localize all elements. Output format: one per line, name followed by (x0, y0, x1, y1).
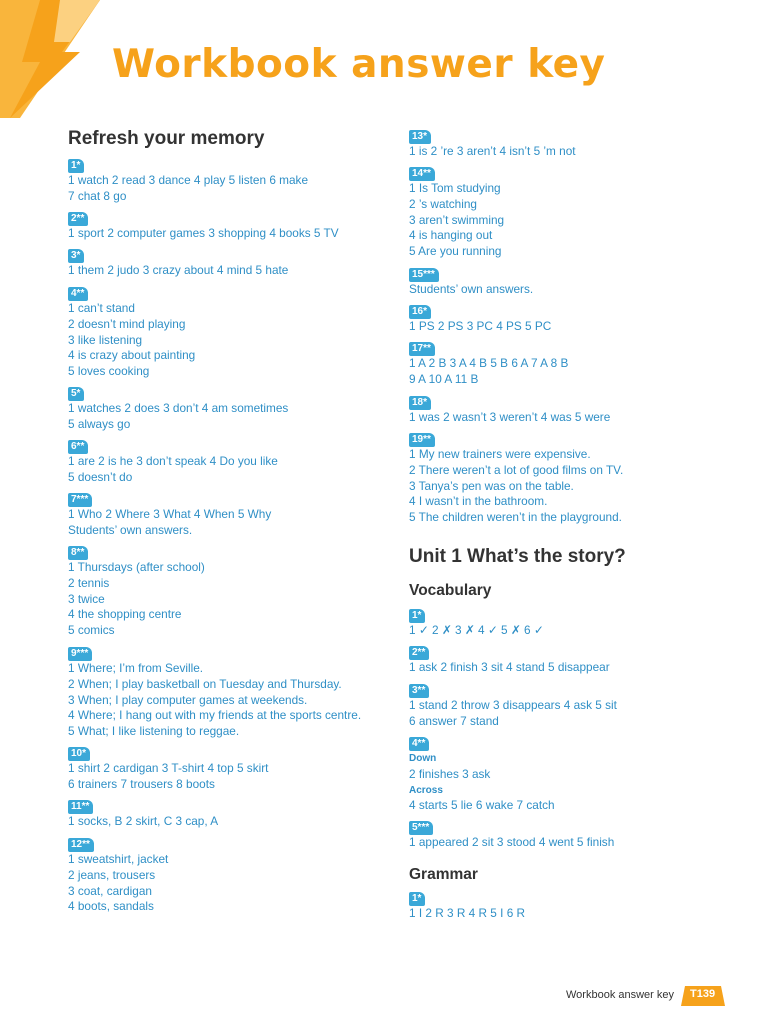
answer-block (409, 356, 568, 388)
answer-line: 7 chat 8 go (68, 188, 127, 203)
answer-line: 1 ask 2 finish 3 sit 4 stand 5 disappear (409, 660, 610, 674)
answer-block (409, 282, 533, 298)
answer-line: 5 always go (68, 416, 131, 431)
exercise-badge: 6** (68, 440, 88, 454)
answer-line: 4 the shopping centre (68, 607, 182, 622)
answer-block (409, 181, 504, 260)
exercise-badge: 18* (409, 396, 431, 410)
answer-block (68, 852, 168, 915)
answer-line: 1 PS 2 PS 3 PC 4 PS 5 PC (409, 319, 552, 333)
exercise-badge: 9*** (68, 647, 92, 661)
answer-block (68, 814, 218, 830)
answer-line: 1 Who 2 Where 3 What 4 When 5 Why (68, 507, 272, 521)
answer-line: 1 ✓ 2 ✗ 3 ✗ 4 ✓ 5 ✗ 6 ✓ (409, 623, 544, 637)
answer-line: 1 are 2 is he 3 don’t speak 4 Do you like (68, 454, 278, 468)
unit-heading: Unit 1 What’s the story? (409, 546, 626, 567)
answer-line: 2 finishes 3 ask (409, 766, 491, 781)
answer-line: 4 starts 5 lie 6 wake 7 catch (409, 798, 555, 813)
answer-block (409, 660, 610, 676)
answer-block (68, 263, 288, 279)
answer-line: 1 is 2 ’re 3 aren’t 4 isn’t 5 ’m not (409, 144, 576, 158)
exercise-badge: 5* (68, 387, 84, 401)
exercise-badge: 7*** (68, 493, 92, 507)
answer-line: Students’ own answers. (68, 522, 193, 537)
answer-line: 3 Tanya’s pen was on the table. (409, 478, 574, 493)
exercise-badge: 2** (68, 212, 88, 226)
answer-line: 2 When; I play basketball on Tuesday and Thursday. (68, 676, 342, 691)
exercise-badge: 12** (68, 838, 94, 852)
answer-line: 4 is hanging out (409, 228, 493, 243)
answer-block (409, 447, 623, 526)
answer-line: 1 Is Tom studying (409, 181, 501, 195)
exercise-badge: 5*** (409, 821, 433, 835)
answer-block (409, 410, 610, 426)
answer-block (409, 623, 544, 639)
answer-line: 5 doesn’t do (68, 469, 133, 484)
answer-line: 3 like listening (68, 332, 143, 347)
answer-line: 2 doesn’t mind playing (68, 316, 186, 331)
answer-line: 1 them 2 judo 3 crazy about 4 mind 5 hate (68, 263, 289, 277)
answer-line: 4 Where; I hang out with my friends at the sports centre. (68, 708, 362, 723)
exercise-badge: 15*** (409, 268, 439, 282)
answer-line: 2 ’s watching (409, 196, 477, 211)
answer-line: 1 My new trainers were expensive. (409, 447, 591, 461)
exercise-badge: 2** (409, 646, 429, 660)
answer-line: 1 watch 2 read 3 dance 4 play 5 listen 6 make (68, 173, 309, 187)
vocabulary-heading: Vocabulary (409, 582, 492, 599)
page-title: Workbook answer key (112, 42, 606, 87)
answer-line: 1 Where; I’m from Seville. (68, 661, 204, 675)
answer-line: 1 stand 2 throw 3 disappears 4 ask 5 sit (409, 698, 617, 712)
exercise-badge: 19** (409, 433, 435, 447)
answer-line: 5 The children weren’t in the playground. (409, 510, 622, 525)
answer-line: 3 coat, cardigan (68, 883, 152, 898)
answer-line: Students’ own answers. (409, 282, 534, 296)
answer-block (409, 319, 551, 335)
exercise-badge: 4** (68, 287, 88, 301)
lightning-bolt-corner (0, 0, 110, 140)
page-number: T139 (690, 988, 716, 1000)
answer-line: 2 jeans, trousers (68, 867, 156, 882)
exercise-badge: 1* (409, 892, 425, 906)
answer-block (68, 301, 195, 380)
answer-line: 3 When; I play computer games at weekends. (68, 692, 308, 707)
answer-line: 3 twice (68, 591, 105, 606)
exercise-badge: 13* (409, 130, 431, 144)
answer-line: 5 loves cooking (68, 364, 150, 379)
exercise-badge: 3** (409, 684, 429, 698)
answer-line: 1 watches 2 does 3 don’t 4 am sometimes (68, 401, 289, 415)
answer-line: 1 I 2 R 3 R 4 R 5 I 6 R (409, 906, 526, 920)
footer-label: Workbook answer key (566, 989, 675, 1001)
exercise-badge: 8** (68, 546, 88, 560)
answer-line: 2 tennis (68, 575, 110, 590)
answer-block (409, 835, 614, 851)
answer-block (409, 906, 525, 922)
answer-line: 3 aren’t swimming (409, 212, 505, 227)
answer-block (68, 661, 361, 740)
answer-line: 1 sweatshirt, jacket (68, 852, 169, 866)
exercise-badge: 11** (68, 800, 93, 814)
answer-block (68, 401, 288, 433)
exercise-badge: 17** (409, 342, 435, 356)
answer-line: 6 answer 7 stand (409, 713, 499, 728)
answer-line: 4 boots, sandals (68, 899, 154, 914)
answer-line: 5 Are you running (409, 244, 502, 259)
crossword-down-label: Down (409, 753, 437, 764)
exercise-badge: 10* (68, 747, 90, 761)
answer-line: 1 was 2 wasn’t 3 weren’t 4 was 5 were (409, 410, 611, 424)
answer-block (68, 173, 308, 205)
answer-line: 2 There weren’t a lot of good films on TV. (409, 462, 624, 477)
answer-line: 1 Thursdays (after school) (68, 560, 205, 574)
answer-line: 1 can’t stand (68, 301, 135, 315)
answer-line: 1 socks, B 2 skirt, C 3 cap, A (68, 814, 219, 828)
answer-line: 1 shirt 2 cardigan 3 T-shirt 4 top 5 skirt (68, 761, 269, 775)
answer-line: 5 comics (68, 623, 115, 638)
answer-block (409, 751, 555, 814)
answer-block (68, 226, 339, 242)
exercise-badge: 1* (68, 159, 84, 173)
exercise-badge: 3* (68, 249, 84, 263)
section-heading-refresh: Refresh your memory (68, 128, 265, 149)
answer-block (68, 507, 271, 539)
answer-line: 5 What; I like listening to reggae. (68, 724, 240, 739)
exercise-badge: 1* (409, 609, 425, 623)
answer-block (68, 454, 278, 486)
answer-block (409, 698, 617, 730)
answer-line: 6 trainers 7 trousers 8 boots (68, 776, 215, 791)
exercise-badge: 16* (409, 305, 431, 319)
answer-line: 9 A 10 A 11 B (409, 371, 479, 386)
answer-line: 4 is crazy about painting (68, 348, 196, 363)
answer-block (409, 144, 576, 160)
crossword-across-label: Across (409, 784, 443, 796)
grammar-heading: Grammar (409, 866, 478, 883)
answer-line: 1 A 2 B 3 A 4 B 5 B 6 A 7 A 8 B (409, 356, 569, 370)
answer-line: 1 sport 2 computer games 3 shopping 4 books 5 TV (68, 226, 339, 240)
answer-line: 4 I wasn’t in the bathroom. (409, 494, 548, 509)
answer-block (68, 560, 205, 639)
answer-block (68, 761, 268, 793)
answer-line: 1 appeared 2 sit 3 stood 4 went 5 finish (409, 835, 615, 849)
exercise-badge: 14** (409, 167, 435, 181)
exercise-badge: 4** (409, 737, 429, 751)
